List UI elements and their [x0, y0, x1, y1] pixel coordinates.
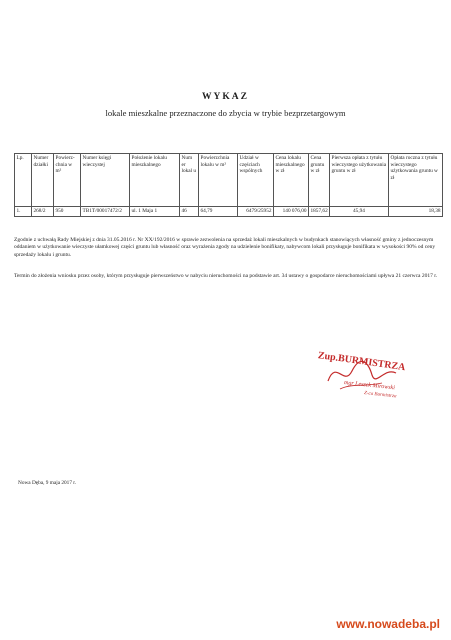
column-header-first-fee: Pierwsza opłata z tytułu wieczystego użytkowania gruntu w zł — [330, 154, 389, 207]
table-cell: ul. 1 Maja 1 — [130, 207, 180, 217]
table-cell: 45,94 — [330, 207, 389, 217]
document-subtitle: lokale mieszkalne przeznaczone do zbycia w trybie bezprzetargowym — [105, 108, 346, 118]
table-row — [15, 207, 443, 217]
column-header-unit-number: Num er lokal u — [180, 154, 199, 207]
column-header-plot-number: Numer działki — [32, 154, 54, 207]
table-cell: 46 — [180, 207, 199, 217]
property-table — [14, 153, 443, 217]
place-date: Nowa Dęba, 9 maja 2017 r. — [18, 480, 77, 486]
column-header-plot-area: Powierz-chnia w m² — [54, 154, 81, 207]
resolution-paragraph: Zgodnie z uchwałą Rady Miejskiej z dnia 31.05.2016 r. Nr XX/192/2016 w sprawie zezwolenia na sprzedaż lokali mieszkalnych w budynkach stanowiących własność gminy z jednoczesnym oddaniem w użytkowanie wieczyste ułamkowej części gruntu lub własność oraz wyrażenia zgody na udzielenie bonifikaty, nabywcom lokali przysługuje bonifikata w wysokości 90% od ceny sprzedaży lokalu i gruntu. — [14, 237, 436, 258]
table-header-row — [15, 154, 443, 207]
column-header-share: Udział w częściach wspólnych — [238, 154, 274, 207]
table-cell: 64,79 — [199, 207, 238, 217]
document-title: WYKAZ — [202, 92, 249, 102]
column-header-unit-area: Powierzchnia lokalu w m² — [199, 154, 238, 207]
table-cell: 1857,62 — [309, 207, 330, 217]
column-header-annual-fee: Opłata roczna z tytułu wieczystego użytkowania gruntu w zł — [389, 154, 443, 207]
table-cell: TB1T/00017472/2 — [81, 207, 130, 217]
column-header-lp: Lp. — [15, 154, 32, 207]
table-cell: 950 — [54, 207, 81, 217]
stamp-name: mgr Leszek Mirowski — [343, 380, 396, 392]
table-cell: 268/2 — [32, 207, 54, 217]
column-header-unit-price: Cena lokalu mieszkalnego w zł — [274, 154, 309, 207]
table-cell: 6479/25952 — [238, 207, 274, 217]
website-watermark: www.nowadeba.pl — [336, 617, 440, 631]
stamp-role: Z-ca Burmistrza — [363, 391, 397, 400]
table-cell: 18,38 — [389, 207, 443, 217]
column-header-land-register: Numer księgi wieczystej — [81, 154, 130, 207]
table-cell: 1. — [15, 207, 32, 217]
table-cell: 140 076,00 — [274, 207, 309, 217]
column-header-location: Położenie lokalu mieszkalnego — [130, 154, 180, 207]
stamp-title: Zup.BURMISTRZA — [317, 350, 407, 374]
column-header-land-price: Cena gruntu w zł — [309, 154, 330, 207]
deadline-paragraph: Termin do złożenia wniosku przez osoby, którym przysługuje pierwszeństwo w nabyciu nieruchomości na podstawie art. 34 ustawy o gospodarce nieruchomościami upływa 21 czerwca 2017 r. — [14, 273, 438, 279]
